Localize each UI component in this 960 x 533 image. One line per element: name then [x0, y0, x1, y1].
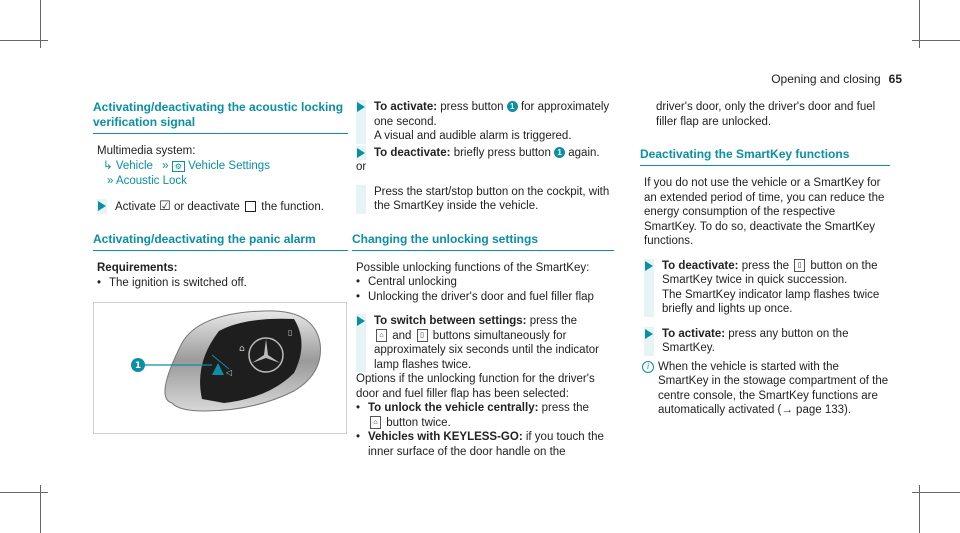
section-title: Opening and closing [771, 72, 881, 86]
chevron-icon: » [162, 159, 169, 172]
paragraph-smartkey-energy: If you do not use the vehicle or a SmartKey for an extended period of time, you can reduce the energy consumption of the respective SmartKey. To do so, deactivate the SmartKey functions. [644, 177, 885, 247]
svg-text:◁: ◁ [226, 368, 233, 377]
paragraph-unlocking-functions: Possible unlocking functions of the SmartKey: [356, 261, 590, 274]
crop-mark [0, 40, 48, 41]
list-item: • Central unlocking [352, 275, 614, 290]
svg-text:▯: ▯ [288, 328, 293, 337]
column-left [93, 100, 348, 434]
requirement-item: • The ignition is switched off. [93, 276, 348, 291]
step-smartkey-activate: To activate: press any button on the SmartKey. [640, 327, 890, 356]
step-panic-deactivate: To deactivate: briefly press button 1 again. [352, 146, 614, 161]
checkbox-empty-icon [245, 201, 256, 212]
page-number: 65 [888, 72, 902, 86]
heading-deactivating-smartkey: Deactivating the SmartKey functions [640, 147, 890, 166]
step-panic-activate: To activate: press button 1 for approximately one second. A visual and audible alarm is triggered. [352, 100, 614, 144]
step-acoustic: Activate ☑ or deactivate the function. [93, 199, 348, 215]
step-smartkey-deactivate: To deactivate: press the ▯ button on the SmartKey twice in quick succession. The SmartKey indicator lamp flashes twice briefly and lights up once. [640, 259, 890, 317]
step-switch-settings: To switch between settings: press the ⌂ and ▯ buttons simultaneously for approximately six seconds until the indicator lamp flashes twice. [352, 314, 614, 372]
unlock-icon: ⌂ [370, 416, 381, 429]
heading-acoustic-lock: Activating/deactivating the acoustic locking verification signal [93, 100, 348, 134]
step-triangle-icon [357, 102, 365, 112]
chevron-icon: » [107, 175, 114, 187]
paragraph-options: Options if the unlocking function for the driver's door and fuel filler flap has been selected: [356, 373, 595, 400]
smartkey-figure [93, 302, 347, 434]
paragraph-keyless-cont: driver's door, only the driver's door and fuel filler flap are unlocked. [656, 101, 876, 128]
info-note: i When the vehicle is started with the SmartKey in the stowage compartment of the centre console, the SmartKey functions are automatically activated (→ page 133). [640, 360, 890, 418]
menu-path-vehicle: ↳ Vehicle » ⚙ Vehicle Settings [103, 159, 270, 172]
column-middle [352, 100, 614, 459]
list-item-central: • To unlock the vehicle centrally: press the ⌂ button twice. [352, 401, 614, 430]
step-triangle-icon [357, 316, 365, 326]
car-icon: ⚙ [172, 161, 185, 172]
callout-1-icon: 1 [507, 101, 518, 112]
svg-text:⌂: ⌂ [239, 344, 245, 354]
step-triangle-icon [645, 329, 653, 339]
arrow-icon: ↳ [103, 159, 113, 172]
crop-mark [912, 492, 960, 493]
lock-icon: ▯ [794, 259, 805, 272]
step-triangle-icon [357, 148, 365, 158]
callout-1-icon: 1 [554, 147, 565, 158]
list-item: • Unlocking the driver's door and fuel filler flap [352, 290, 614, 305]
crop-mark [0, 492, 48, 493]
heading-unlocking-settings: Changing the unlocking settings [352, 232, 614, 251]
crop-mark [912, 40, 960, 41]
checkbox-checked-icon: ☑ [159, 197, 171, 213]
smartkey-illustration [94, 303, 346, 433]
heading-panic-alarm: Activating/deactivating the panic alarm [93, 232, 348, 251]
list-item-keyless: • Vehicles with KEYLESS-GO: if you touch the inner surface of the door handle on the [352, 430, 614, 459]
requirements-title: Requirements: [97, 262, 178, 274]
lock-icon: ▯ [417, 329, 428, 342]
column-right [640, 100, 890, 418]
step-triangle-icon [98, 201, 106, 211]
page-header [771, 72, 902, 86]
step-start-stop: Press the start/stop button on the cockpit, with the SmartKey inside the vehicle. [352, 185, 614, 214]
unlock-icon: ⌂ [376, 329, 387, 342]
menu-path-acoustic: » Acoustic Lock [107, 175, 187, 187]
step-triangle-icon [645, 261, 653, 271]
menu-path-intro: Multimedia system: [97, 145, 196, 157]
info-icon: i [642, 361, 654, 373]
or-text: or [356, 161, 367, 173]
svg-text:1: 1 [134, 361, 142, 371]
